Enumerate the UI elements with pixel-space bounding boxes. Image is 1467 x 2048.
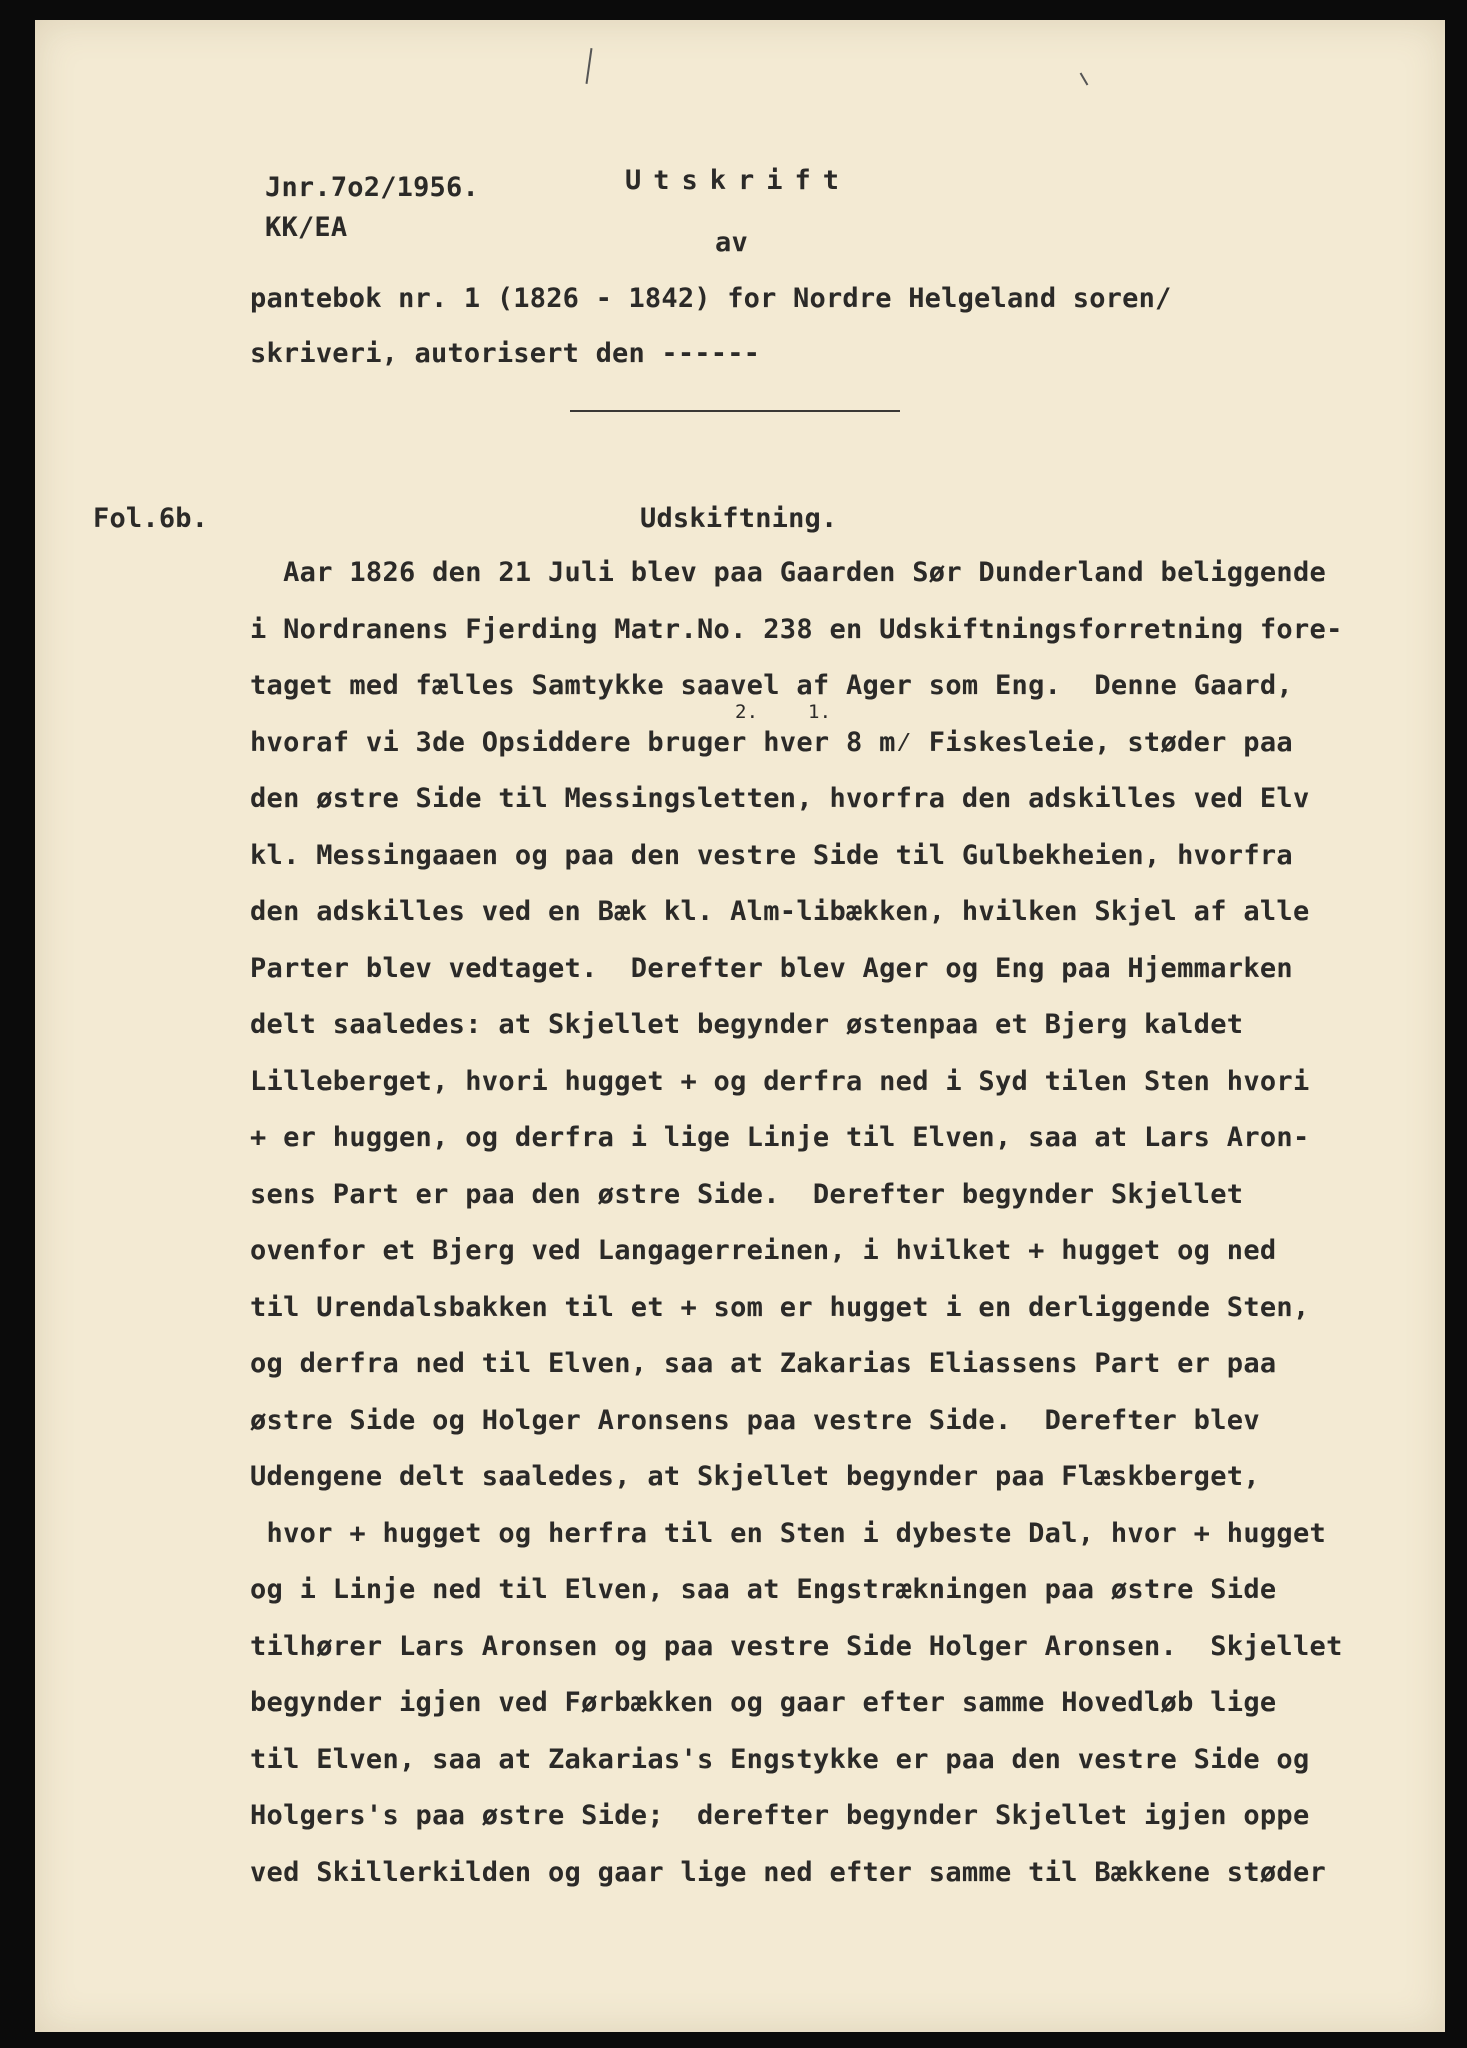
intro-line-2: skriveri, autorisert den ------ (250, 338, 761, 369)
title-av: av (715, 227, 748, 258)
body-line: begynder igjen ved Førbækken og gaar efter samme Hovedløb lige (250, 1687, 1277, 1718)
pen-mark (1080, 72, 1089, 85)
body-line: kl. Messingaaen og paa den vestre Side til Gulbekheien, hvorfra (250, 840, 1293, 871)
body-line: Parter blev vedtaget. Derefter blev Ager og Eng paa Hjemmarken (250, 953, 1293, 984)
journal-number: Jnr.7o2/1956. (265, 172, 479, 203)
body-line: hvor + hugget og herfra til en Sten i dybeste Dal, hvor + hugget (250, 1518, 1327, 1549)
body-line: taget med fælles Samtykke saavel af Ager som Eng. Denne Gaard, (250, 670, 1293, 701)
body-line: den østre Side til Messingsletten, hvorfra den adskilles ved Elv (250, 783, 1310, 814)
document-page (35, 20, 1445, 2032)
section-title: Udskiftning. (640, 503, 838, 534)
body-line: Holgers's paa østre Side; derefter begynder Skjellet igjen oppe (250, 1800, 1310, 1831)
body-line: sens Part er paa den østre Side. Derefter begynder Skjellet (250, 1179, 1244, 1210)
body-line: + er huggen, og derfra i lige Linje til Elven, saa at Lars Aron- (250, 1122, 1310, 1153)
pen-mark (586, 48, 593, 84)
interlinear-number-2: 2. (735, 701, 759, 723)
body-line: ovenfor et Bjerg ved Langagerreinen, i hvilket + hugget og ned (250, 1235, 1277, 1266)
body-line: ved Skillerkilden og gaar lige ned efter samme til Bækkene støder (250, 1857, 1327, 1888)
separator-rule (570, 410, 900, 412)
body-line: hvoraf vi 3de Opsiddere bruger hver 8 m⁄ Fiskesleie, støder paa (250, 727, 1293, 758)
body-line: Lilleberget, hvori hugget + og derfra ned i Syd tilen Sten hvori (250, 1066, 1310, 1097)
body-line: og i Linje ned til Elven, saa at Engstrækningen paa østre Side (250, 1574, 1277, 1605)
body-line: i Nordranens Fjerding Matr.No. 238 en Udskiftningsforretning fore- (250, 614, 1343, 645)
intro-line-1: pantebok nr. 1 (1826 - 1842) for Nordre Helgeland soren/ (250, 283, 1172, 314)
body-line: delt saaledes: at Skjellet begynder østenpaa et Bjerg kaldet (250, 1009, 1244, 1040)
body-line: Aar 1826 den 21 Juli blev paa Gaarden Sør Dunderland beliggende (250, 557, 1327, 588)
interlinear-number-1: 1. (808, 701, 832, 723)
document-title: Utskrift (625, 165, 852, 196)
body-line: Udengene delt saaledes, at Skjellet begynder paa Flæskberget, (250, 1461, 1260, 1492)
body-line: til Urendalsbakken til et + som er hugget i en derliggende Sten, (250, 1292, 1310, 1323)
body-line: til Elven, saa at Zakarias's Engstykke er paa den vestre Side og (250, 1744, 1310, 1775)
initials: KK/EA (265, 212, 348, 243)
body-line: den adskilles ved en Bæk kl. Alm-libækken, hvilken Skjel af alle (250, 896, 1310, 927)
body-line: og derfra ned til Elven, saa at Zakarias Eliassens Part er paa (250, 1348, 1277, 1379)
body-line: tilhører Lars Aronsen og paa vestre Side Holger Aronsen. Skjellet (250, 1631, 1343, 1662)
folio-reference: Fol.6b. (93, 503, 209, 534)
body-line: østre Side og Holger Aronsens paa vestre Side. Derefter blev (250, 1405, 1260, 1436)
